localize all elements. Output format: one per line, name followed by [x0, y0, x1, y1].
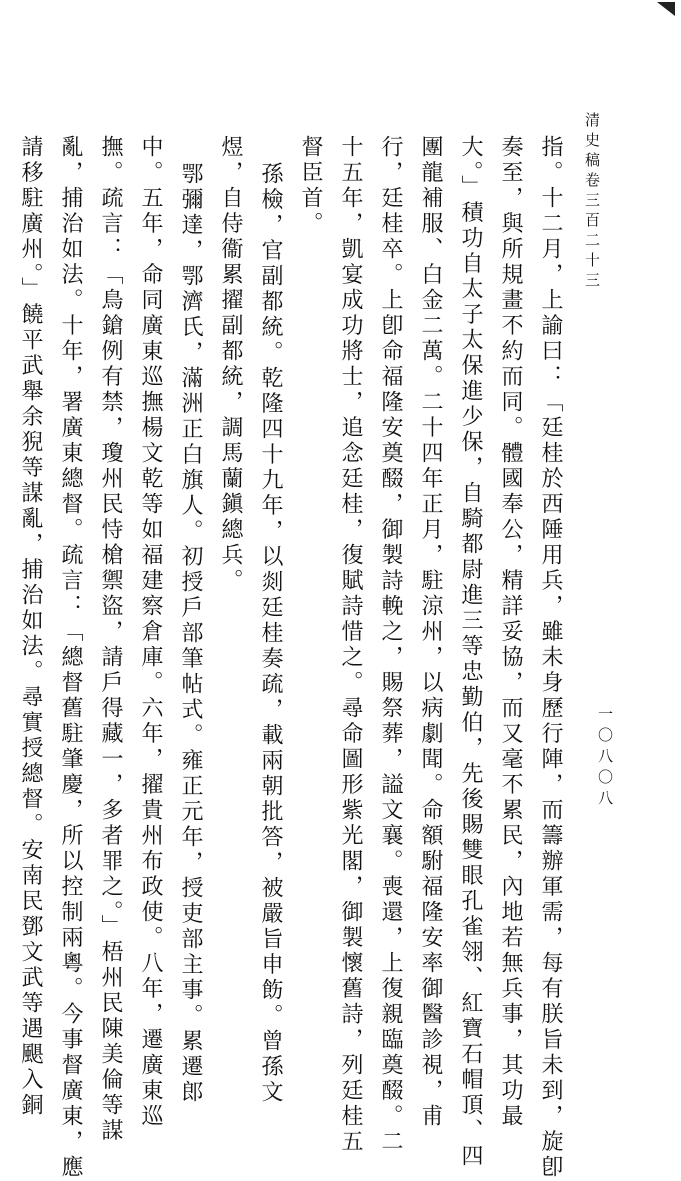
- page-number: 一〇八〇八: [596, 706, 614, 811]
- running-title: 清史稿卷三百二十三: [583, 112, 601, 292]
- text-column-7: 督臣首。: [298, 135, 323, 237]
- corner-mark: [657, 2, 675, 16]
- text-column-13: 亂，捕治如法。十年，署廣東總督。疏言：「總督舊駐肇慶，所以控制兩粵。今事督廣東，應: [58, 135, 83, 1181]
- text-column-5: 行，廷桂卒。上卽命福隆安奠醊，御製詩輓之，賜祭葬，謚文襄。喪還，上復親臨奠醊。二: [378, 135, 403, 1155]
- text-column-3: 大。」積功自太子太保進少保，自騎都尉進三等忠勤伯，先後賜雙眼孔雀翎、紅寶石帽頂、四: [458, 135, 483, 1170]
- text-column-14: 請移駐廣州。」饒平武舉余猊等謀亂，捕治如法。尋實授總督。安南民鄧文武等遇颶入銅: [18, 135, 43, 1119]
- text-column-9: 煜，自侍衞累擢副都統，調馬蘭鎭總兵。: [218, 135, 243, 594]
- text-column-2: 奏至，與所規畫不約而同。體國奉公，精詳妥協，而又毫不累民，內地若無兵事，其功最: [498, 135, 523, 1130]
- text-column-1: 指。十二月，上諭曰：「廷桂於西陲用兵，雖未身歷行陣，而籌辦軍需，每有朕旨未到，旋卽: [538, 135, 563, 1181]
- text-column-4: 團龍補服、白金二萬。二十四年正月，駐涼州，以病劇聞。命額駙福隆安率御醫診視，甫: [418, 135, 443, 1130]
- text-column-10: 鄂彌達，鄂濟氏，滿洲正白旗人。初授戶部筆帖式。雍正元年，授吏部主事。累遷郎: [178, 162, 203, 1106]
- text-column-11: 中。五年，命同廣東巡撫楊文乾等如福建察倉庫。六年，擢貴州布政使。八年，遷廣東巡: [138, 135, 163, 1130]
- text-column-12: 撫。疏言：「鳥鎗例有禁，瓊州民恃槍禦盜，請戶得藏一，多者罪之。」梧州民陳美倫等謀: [98, 135, 123, 1144]
- text-column-6: 十五年，凱宴成功將士，追念廷桂，復賦詩惜之。尋命圖形紫光閣，御製懷舊詩，列廷桂五: [338, 135, 363, 1155]
- text-column-8: 孫檢，官副都統。乾隆四十九年，以剡廷桂奏疏，載兩朝批答，被嚴旨申飭。曾孫文: [258, 162, 283, 1106]
